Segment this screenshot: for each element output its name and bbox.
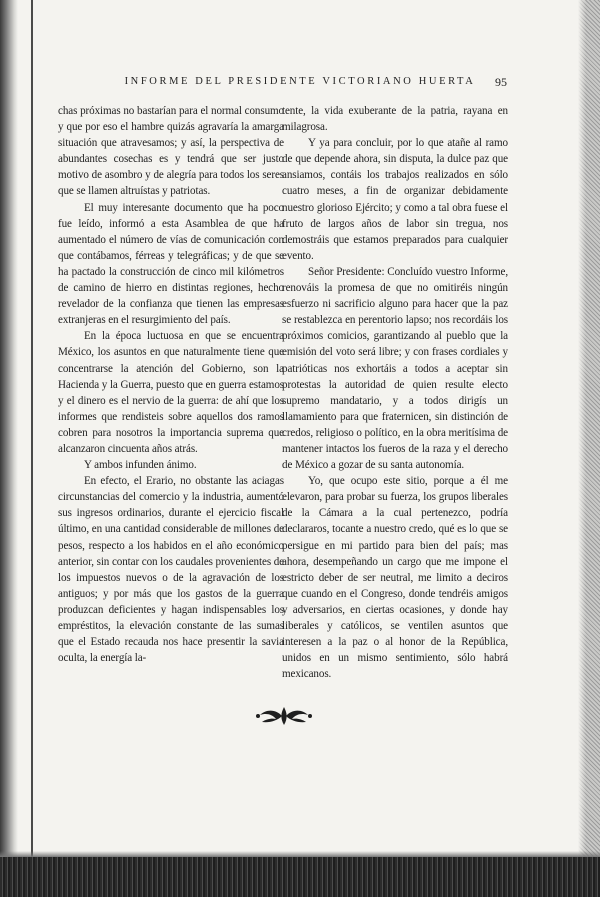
scan-bottom-edge xyxy=(0,857,600,897)
paragraph: Y ambos infunden ánimo. xyxy=(84,459,197,472)
paragraph: Yo, que ocupo este sitio, porque a él me elevaron, para probar su fuerza, los grupos liberales de la Cámara a la cual pertenezco, podría declararos, tocante a nuestro credo, qué es lo que se persigue en mi partido para bien del país; mas ahora, desempeñando un cargo que me impone el estricto deber de ser neutral, me limito a deciros que cuando en el Congreso, donde tendréis amigos y adversarios, en ciertas ocasiones, y donde hay liberales y católicos, se ventilen asuntos que interesen a la paz o al honor de la República, unidos en un mismo sentimiento, sólo habrá mexicanos. xyxy=(282,475,508,681)
paragraph: En efecto, el Erario, no obstante las aciagas circunstancias del comercio y la industria, aumentó sus ingresos ordinarios, durante el ejercicio fiscal último, en una cantidad considerable de millones de pesos, respecto a los habidos en el año económico anterior, sin contar con los caudales provenientes de los impuestos nuevos o de la agravación de los antiguos; y por más que los gastos de la guerra produzcan deficientes y hagan indispensables los empréstitos, la elevación constante de las sumas que el Estado recauda nos hace presentir la savia oculta, la energía la- xyxy=(58,475,284,665)
paragraph: En la época luctuosa en que se encuentra México, los asuntos en que naturalmente tiene que concentrarse la atención del Gobierno, son la Hacienda y la Guerra, puesto que en guerra estamos y el dinero es el nervio de la guerra: de ahí que los informes que rendisteis sobre aquellos dos ramos cobren para nosotros la importancia suprema que alcanzaron cincuenta años atrás. xyxy=(58,330,284,455)
scan-right-edge xyxy=(578,0,600,897)
scan-spine-shadow xyxy=(0,0,18,897)
paragraph: tente, la vida exuberante de la patria, rayana en milagrosa. xyxy=(282,105,508,134)
fleuron-ornament-icon xyxy=(252,703,316,727)
right-text-column xyxy=(282,103,508,682)
paragraph: Y ya para concluir, por lo que atañe al ramo de que depende ahora, sin disputa, la dulce paz que ansiamos, contáis los trabajos realizados en sólo cuatro meses, a fin de organizar debidamente nuestro glorioso Ejército; y como a tal obra fuese el fruto de largos años de labor sin tregua, nos demostráis que estamos preparados para cualquier evento. xyxy=(282,137,508,262)
paragraph: Señor Presidente: Concluído vuestro Informe, renováis la promesa de que no omitiréis ningún esfuerzo ni sacrificio alguno para hacer que la paz se restablezca en perentorio lapso; nos recordáis los próximos comicios, garantizando al pueblo que la emisión del voto será libre; y con frases cordiales y patrióticas nos exhortáis a todos a aceptar sin protestas la autoridad de quien resulte electo supremo mandatario, y a todos dirigís un llamamiento para que fraternicen, sin distinción de credos, religioso o político, en la obra meritísima de mantener intactos los fueros de la raza y el derecho de México a gozar de su santa autonomía. xyxy=(282,265,508,472)
paragraph: El muy interesante documento que ha poco fue leído, informó a esta Asamblea de que ha aumentado el número de vías de comunicación con que contábamos, férreas y telegráficas; y de que se ha pactado la construcción de cinco mil kilómetros de camino de hierro en distintas regiones, hecho revelador de la confianza que tienen las empresas extranjeras en el resurgimiento del país. xyxy=(58,201,284,327)
paragraph: chas próximas no bastarían para el normal consumo y que por eso el hambre quizás agravaría la amarga situación que atravesamos; y así, la perspectiva de abundantes cosechas es y tendrá que ser justo motivo de asombro y de alegría para todos los seres que se llamen altruístas y patriotas. xyxy=(58,105,284,198)
left-text-column xyxy=(58,103,284,666)
running-title: INFORME DEL PRESIDENTE VICTORIANO HUERTA xyxy=(124,76,476,87)
page-number: 95 xyxy=(495,75,507,89)
scan-spine-line xyxy=(31,0,33,897)
